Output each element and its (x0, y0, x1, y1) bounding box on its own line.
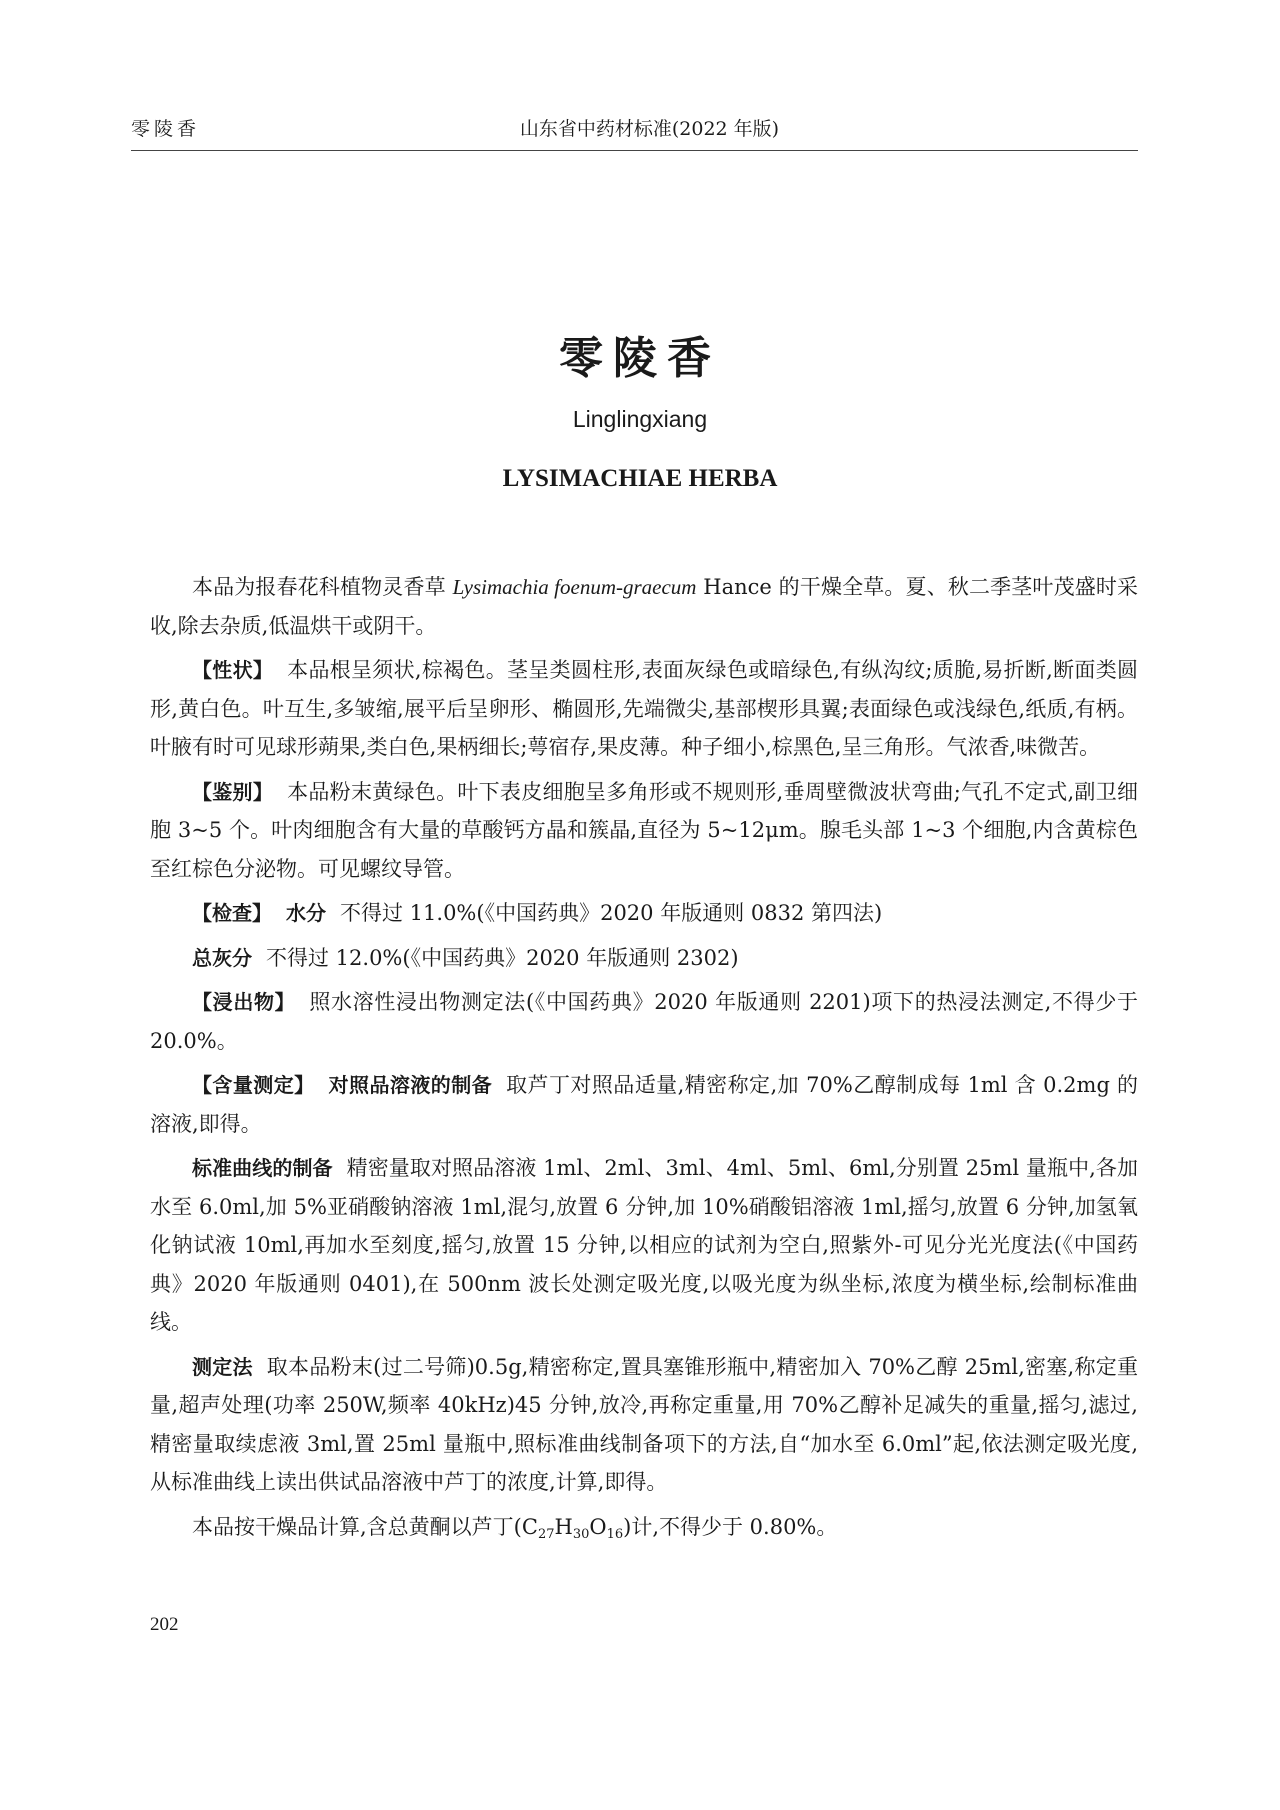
monograph-title-pinyin: Linglingxiang (572, 406, 708, 432)
formula-sub-oxygen: 16 (606, 1526, 624, 1542)
page-number: 202 (150, 1614, 179, 1635)
water-text: 不得过 11.0%(《中国药典》2020 年版通则 0832 第四法) (340, 901, 883, 925)
reference-solution-label: 对照品溶液的制备 (328, 1073, 493, 1097)
content-limit-paragraph (150, 1508, 1138, 1547)
section-examination (150, 894, 1138, 933)
header-section-title: 零陵香 (131, 118, 201, 140)
identification-text: 本品粉末黄绿色。叶下表皮细胞呈多角形或不规则形,垂周壁微波状弯曲;气孔不定式,副卫细胞 3~5 个。叶肉细胞含有大量的草酸钙方晶和簇晶,直径为 5~12μm。腺毛头部 1~3 个细胞,内含黄棕色至红棕色分泌物。可见螺纹导管。 (150, 779, 1138, 881)
formula-oxygen: O (589, 1514, 607, 1539)
total-ash-paragraph (150, 939, 1138, 978)
description-text: 本品根呈须状,棕褐色。茎呈类圆柱形,表面灰绿色或暗绿色,有纵沟纹;质脆,易折断,断面类圆形,黄白色。叶互生,多皱缩,展平后呈卵形、椭圆形,先端微尖,基部楔形具翼;表面绿色或浅绿色,纸质,有柄。叶腋有时可见球形蒴果,类白色,果柄细长;萼宿存,果皮薄。种子细小,棕黑色,呈三角形。气浓香,味微苦。 (150, 658, 1138, 759)
examination-heading: 【检查】 (192, 901, 272, 925)
intro-paragraph (150, 568, 1138, 645)
assay-heading: 【含量测定】 (192, 1073, 315, 1097)
intro-text-2: Hance 的干燥全草。夏、秋二季茎叶茂盛时采收,除去杂质,低温烘干或阴干。 (150, 575, 1138, 638)
monograph-body (150, 568, 1138, 1552)
species-name: Lysimachia foenum-graecum (452, 575, 697, 599)
header-book-title: 山东省中药材标准(2022 年版) (519, 118, 780, 140)
section-assay (150, 1066, 1138, 1143)
running-header (131, 110, 1138, 151)
section-identification (150, 773, 1138, 889)
content-limit-post: )计,不得少于 0.80%。 (623, 1514, 838, 1539)
formula-sub-carbon: 27 (537, 1526, 555, 1542)
intro-text-1: 本品为报春花科植物灵香草 (192, 575, 453, 599)
extractives-text: 照水溶性浸出物测定法(《中国药典》2020 年版通则 2201)项下的热浸法测定,不得少于 20.0%。 (150, 990, 1139, 1053)
procedure-text: 取本品粉末(过二号筛)0.5g,精密称定,置具塞锥形瓶中,精密加入 70%乙醇 25ml,密塞,称定重量,超声处理(功率 250W,频率 40kHz)45 分钟,放冷,再称定重量,用 70%乙醇补足减失的重量,摇匀,滤过,精密量取续虑液 3ml,置 25ml 量瓶中,照标准曲线制备项下的方法,自“加水至 6.0ml”起,依法测定吸光度,从标准曲线上读出供试品溶液中芦丁的浓度,计算,即得。 (150, 1354, 1139, 1494)
content-limit-pre: 本品按干燥品计算,含总黄酮以芦丁(C (192, 1514, 538, 1539)
section-extractives (150, 983, 1138, 1060)
procedure-paragraph (150, 1348, 1138, 1502)
procedure-label: 测定法 (192, 1354, 253, 1379)
total-ash-label: 总灰分 (192, 945, 252, 970)
extractives-heading: 【浸出物】 (192, 990, 296, 1014)
description-heading: 【性状】 (192, 658, 274, 682)
section-description (150, 651, 1138, 767)
identification-heading: 【鉴别】 (192, 779, 274, 804)
formula-hydrogen: H (554, 1514, 573, 1539)
standard-curve-paragraph (150, 1149, 1138, 1342)
monograph-title-chinese: 零陵香 (559, 333, 721, 384)
reference-solution-text: 取芦丁对照品适量,精密称定,加 70%乙醇制成每 1ml 含 0.2mg 的溶液,即得。 (150, 1073, 1139, 1136)
standard-curve-label: 标准曲线的制备 (192, 1156, 333, 1180)
formula-sub-hydrogen: 30 (572, 1526, 590, 1542)
standard-curve-text: 精密量取对照品溶液 1ml、2ml、3ml、4ml、5ml、6ml,分别置 25ml 量瓶中,各加水至 6.0ml,加 5%亚硝酸钠溶液 1ml,混匀,放置 6 分钟,加 10%硝酸铝溶液 1ml,摇匀,放置 6 分钟,加氢氧化钠试液 10ml,再加水至刻度,摇匀,放置 15 分钟,以相应的试剂为空白,照紫外-可见分光光度法(《中国药典》2020 年版通则 0401),在 500nm 波长处测定吸光度,以吸光度为纵坐标,浓度为横坐标,绘制标准曲线。 (150, 1156, 1139, 1334)
monograph-title-latin: LYSIMACHIAE HERBA (502, 465, 778, 492)
water-label: 水分 (286, 901, 326, 925)
total-ash-text: 不得过 12.0%(《中国药典》2020 年版通则 2302) (266, 945, 739, 970)
